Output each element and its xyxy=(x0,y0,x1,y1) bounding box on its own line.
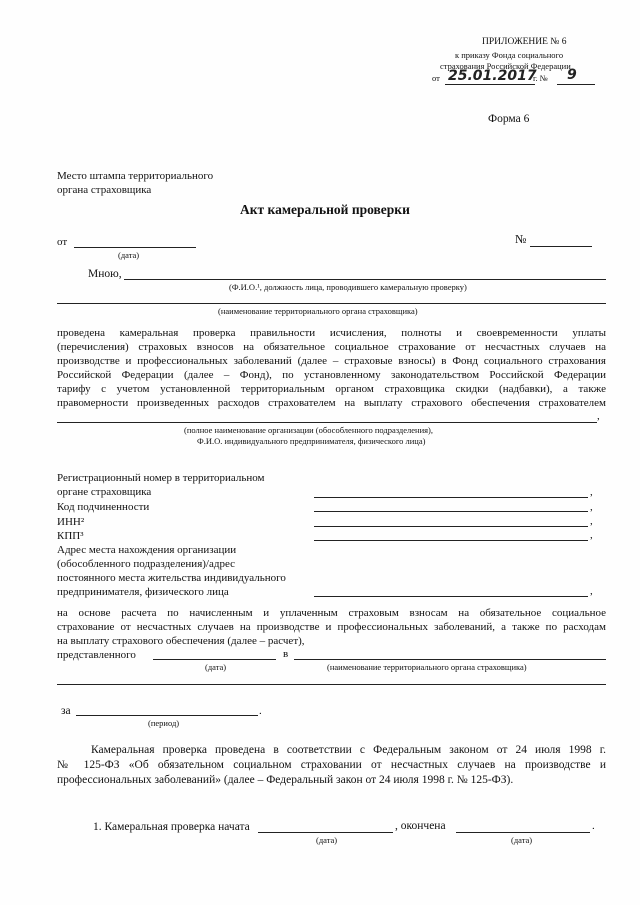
period-caption: (период) xyxy=(148,718,180,728)
law-line-3: профессиональных заболеваний» (далее – Федеральный закон от 24 июля 1998 г. № 125-ФЗ). xyxy=(57,774,514,786)
submitted-org-continuation[interactable] xyxy=(57,684,606,685)
reg-number-label-2: органе страховщика xyxy=(57,486,152,498)
item1-start-date-field[interactable] xyxy=(258,832,393,833)
law-line-1: Камеральная проверка проведена в соответствии с Федеральным законом от 24 июля 1998 г. xyxy=(91,744,606,756)
address-label-2: (обособленного подразделения)/адрес xyxy=(57,558,235,570)
intro-line-3: производстве и профессиональных заболеваний (далее – страховые взносы) в Фонд социального страхования xyxy=(57,355,606,367)
org-name-field[interactable] xyxy=(57,303,606,304)
address-label-4: предпринимателя, физического лица xyxy=(57,586,229,598)
comma: , xyxy=(597,410,600,422)
appendix-date-prefix: от xyxy=(432,73,440,83)
comma: , xyxy=(590,501,593,513)
form-label: Форма 6 xyxy=(488,113,530,125)
act-number-field[interactable] xyxy=(530,246,592,247)
item1-end-date-field[interactable] xyxy=(456,832,590,833)
act-date-caption: (дата) xyxy=(118,250,140,260)
basis-line-3: на выплату страхового обеспечения (далее – расчет), xyxy=(57,635,305,647)
page-title: Акт камеральной проверки xyxy=(240,202,410,217)
submitted-date-caption: (дата) xyxy=(205,662,227,672)
kpp-label: КПП³ xyxy=(57,530,84,542)
intro-line-1: проведена камеральная проверка правильности исчисления, полноты и своевременности уплаты xyxy=(57,327,606,339)
address-label-1: Адрес места нахождения организации xyxy=(57,544,237,556)
inspector-fio-caption: (Ф.И.О.¹, должность лица, проводившего камеральную проверку) xyxy=(229,282,467,292)
inspector-fio-field[interactable] xyxy=(124,279,606,280)
basis-line-2: страхование от несчастных случаев на производстве и профессиональных заболеваний, а также по расходам xyxy=(57,621,606,633)
law-line-2: № 125-ФЗ «Об обязательном социальном страховании от несчастных случаев на производстве и xyxy=(57,759,606,771)
item1-started-label: 1. Камеральная проверка начата xyxy=(93,821,250,833)
appendix-fund: страхования Российской Федерации xyxy=(440,61,571,71)
submitted-org-caption: (наименование территориального органа страховщика) xyxy=(327,662,527,672)
insured-caption-2: Ф.И.О. индивидуального предпринимателя, физического лица) xyxy=(197,436,426,446)
subordination-code-label: Код подчиненности xyxy=(57,501,150,513)
insured-caption-1: (полное наименование организации (обособленного подразделения), xyxy=(184,425,434,435)
inn-field[interactable] xyxy=(314,526,588,527)
intro-line-4: Российской Федерации (далее – Фонд), по установленному законодательством Российской Федерации xyxy=(57,369,606,381)
period: . xyxy=(259,705,262,717)
act-date-field[interactable] xyxy=(74,247,196,248)
appendix-date-handwritten: 25.01.2017 xyxy=(448,68,537,84)
kpp-field[interactable] xyxy=(314,540,588,541)
intro-line-2: (перечисления) страховых взносов на обязательное социальное страхование от несчастных случаев на xyxy=(57,341,606,353)
comma: , xyxy=(590,529,593,541)
item1-end-date-caption: (дата) xyxy=(511,835,533,845)
insured-name-field[interactable] xyxy=(57,422,597,423)
reg-number-field[interactable] xyxy=(314,497,588,498)
appendix-title: ПРИЛОЖЕНИЕ № 6 xyxy=(482,37,567,47)
submitted-date-field[interactable] xyxy=(153,659,276,660)
intro-line-5: тарифу с учетом установленной территориальным органом страховщика скидки (надбавки), а также xyxy=(57,383,606,395)
submitted-label: представленного xyxy=(57,649,136,661)
comma: , xyxy=(590,486,593,498)
period: . xyxy=(592,820,595,832)
comma: , xyxy=(590,515,593,527)
comma: , xyxy=(590,585,593,597)
appendix-order: к приказу Фонда социального xyxy=(455,50,564,60)
stamp-line-2: органа страховщика xyxy=(57,184,152,196)
submitted-org-field[interactable] xyxy=(294,659,606,660)
act-date-prefix: от xyxy=(57,236,68,248)
act-number-sign: № xyxy=(515,232,527,246)
subordination-code-field[interactable] xyxy=(314,511,588,512)
item1-ended-label: , окончена xyxy=(395,820,446,832)
period-label: за xyxy=(61,705,71,717)
submitted-in-label: в xyxy=(283,648,289,660)
appendix-number-line xyxy=(557,84,595,85)
by-me-label: Мною, xyxy=(88,268,122,280)
appendix-number-prefix: г. № xyxy=(533,73,548,83)
inn-label: ИНН² xyxy=(57,516,85,528)
period-field[interactable] xyxy=(76,715,258,716)
address-label-3: постоянного места жительства индивидуального xyxy=(57,572,286,584)
intro-line-6: правомерности произведенных расходов страхователем на выплату страхового обеспечения страхователем xyxy=(57,397,606,409)
address-field[interactable] xyxy=(314,596,588,597)
item1-start-date-caption: (дата) xyxy=(316,835,338,845)
reg-number-label-1: Регистрационный номер в территориальном xyxy=(57,472,265,484)
basis-line-1: на основе расчета по начисленным и уплаченным страховым взносам на обязательное социальное xyxy=(57,607,606,619)
appendix-date-line xyxy=(445,84,535,85)
appendix-number-handwritten: 9 xyxy=(567,67,577,83)
stamp-line-1: Место штампа территориального xyxy=(57,170,214,182)
org-name-caption: (наименование территориального органа страховщика) xyxy=(218,306,418,316)
